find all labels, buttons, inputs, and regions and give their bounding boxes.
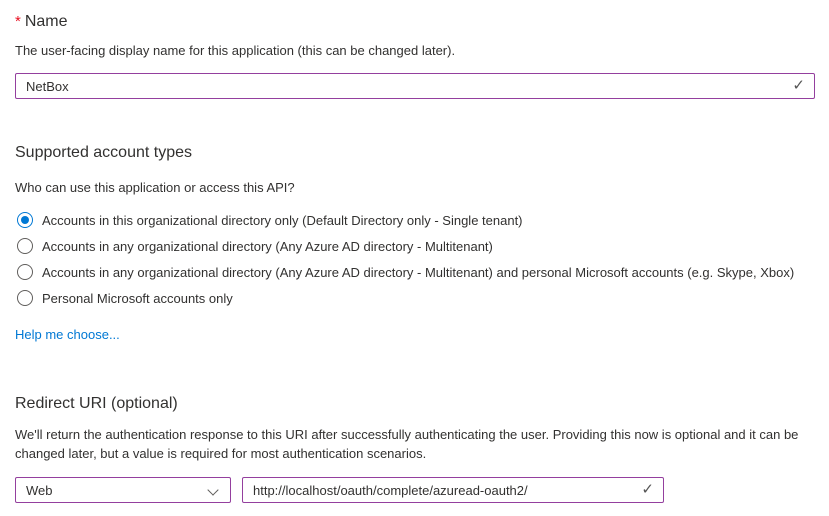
redirect-uri-heading: Redirect URI (optional): [15, 395, 178, 412]
required-asterisk: *: [15, 13, 21, 30]
valid-check-icon: ✓: [792, 77, 805, 95]
redirect-uri-input-container: [242, 477, 664, 503]
account-types-radio-group: [15, 207, 815, 311]
radio-option-personal-only[interactable]: [15, 285, 815, 311]
radio-option-multitenant-personal[interactable]: [15, 259, 815, 285]
help-me-choose-link[interactable]: Help me choose...: [15, 327, 120, 342]
radio-option-label: Accounts in any organizational directory (Any Azure AD directory - Multitenant): [42, 238, 493, 254]
platform-select[interactable]: [15, 477, 231, 503]
radio-option-multitenant[interactable]: [15, 233, 815, 259]
radio-unselected-icon[interactable]: [17, 290, 33, 306]
name-input[interactable]: [16, 74, 814, 98]
chevron-down-icon: [207, 484, 218, 495]
account-types-heading: Supported account types: [15, 144, 193, 161]
radio-option-label: Accounts in this organizational directory only (Default Directory only - Single tenant): [42, 212, 523, 228]
valid-check-icon: ✓: [641, 481, 654, 499]
account-types-question: Who can use this application or access this API?: [15, 180, 295, 195]
redirect-uri-input[interactable]: [243, 478, 663, 502]
name-section-heading: [15, 12, 815, 32]
platform-select-value: Web: [26, 482, 53, 498]
radio-unselected-icon[interactable]: [17, 238, 33, 254]
name-input-container: [15, 73, 815, 99]
radio-selected-icon[interactable]: [17, 212, 33, 228]
redirect-uri-row: [15, 477, 815, 503]
radio-option-label: Accounts in any organizational directory (Any Azure AD directory - Multitenant) and personal Microsoft accounts (e.g. Skype, Xbox): [42, 264, 795, 280]
redirect-uri-description: We'll return the authentication response to this URI after successfully authenticating the user. Providing this now is optional and it can be changed later, but a value is required for most authentication scenarios.: [15, 427, 799, 461]
radio-option-single-tenant[interactable]: [15, 207, 815, 233]
radio-option-label: Personal Microsoft accounts only: [42, 290, 233, 306]
name-description: The user-facing display name for this application (this can be changed later).: [15, 43, 456, 58]
name-heading-label: Name: [24, 13, 68, 30]
radio-unselected-icon[interactable]: [17, 264, 33, 280]
